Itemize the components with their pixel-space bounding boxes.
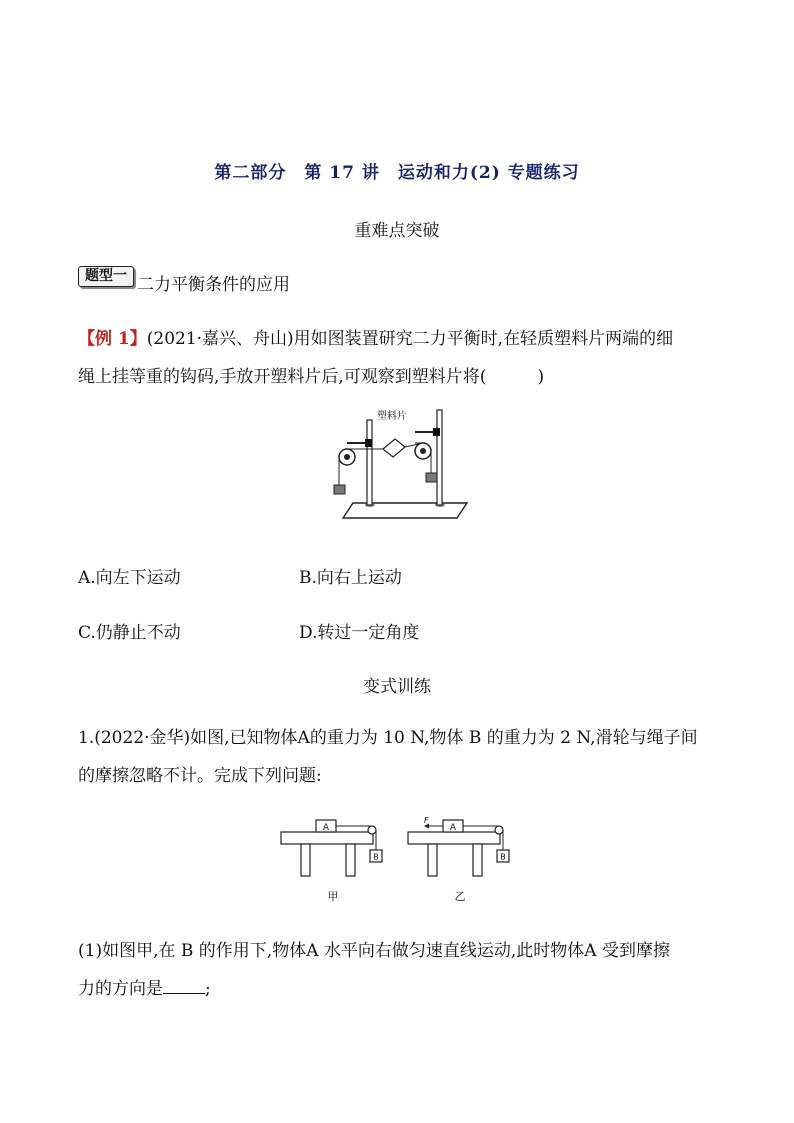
option-d: D.转过一定角度 bbox=[299, 623, 420, 643]
page-title: 第二部分 第 17 讲 运动和力(2) 专题练习 bbox=[214, 163, 580, 183]
example-1-label: 【例 1】 bbox=[78, 329, 147, 349]
force-f-label: F bbox=[424, 816, 429, 825]
question-1-line1: 1.(2022·金华)如图,已知物体A的重力为 10 N,物体 B 的重力为 2 N,滑轮与绳子间 bbox=[78, 728, 698, 748]
block-b-right: B bbox=[500, 852, 506, 862]
question-1-text bbox=[78, 719, 738, 795]
example-1-text bbox=[78, 320, 728, 396]
option-b: B.向右上运动 bbox=[299, 568, 402, 588]
section-heading-variant-training: 变式训练 bbox=[363, 677, 431, 697]
block-a-right: A bbox=[449, 823, 457, 833]
answer-blank[interactable] bbox=[163, 977, 205, 994]
option-c: C.仍静止不动 bbox=[78, 623, 181, 643]
question-1-sub-1 bbox=[78, 932, 738, 1008]
question-1-sub-1-line1: (1)如图甲,在 B 的作用下,物体A 水平向右做匀速直线运动,此时物体A 受到摩擦 bbox=[78, 941, 670, 961]
figure-label-right: 乙 bbox=[454, 890, 466, 903]
plastic-card-label: 塑料片 bbox=[377, 411, 407, 422]
block-b-left: B bbox=[373, 852, 379, 862]
question-type-tag: 题型一 bbox=[78, 266, 134, 287]
option-a: A.向左下运动 bbox=[78, 568, 181, 588]
section-heading-key-points: 重难点突破 bbox=[354, 221, 440, 241]
plastic-card-apparatus-figure bbox=[325, 405, 475, 525]
block-a-left: A bbox=[322, 823, 330, 833]
question-1-sub-1-end: ; bbox=[205, 979, 211, 999]
question-1-line2: 的摩擦忽略不计。完成下列问题: bbox=[78, 766, 322, 786]
table-pulley-figure bbox=[276, 812, 520, 907]
question-1-sub-1-line2: 力的方向是 bbox=[78, 979, 163, 999]
figure-label-left: 甲 bbox=[327, 890, 339, 903]
example-1-line2: 绳上挂等重的钩码,手放开塑料片后,可观察到塑料片将( ) bbox=[78, 367, 545, 387]
example-1-line1: (2021·嘉兴、舟山)用如图装置研究二力平衡时,在轻质塑料片两端的细 bbox=[146, 329, 674, 349]
question-type-title: 二力平衡条件的应用 bbox=[137, 275, 290, 295]
